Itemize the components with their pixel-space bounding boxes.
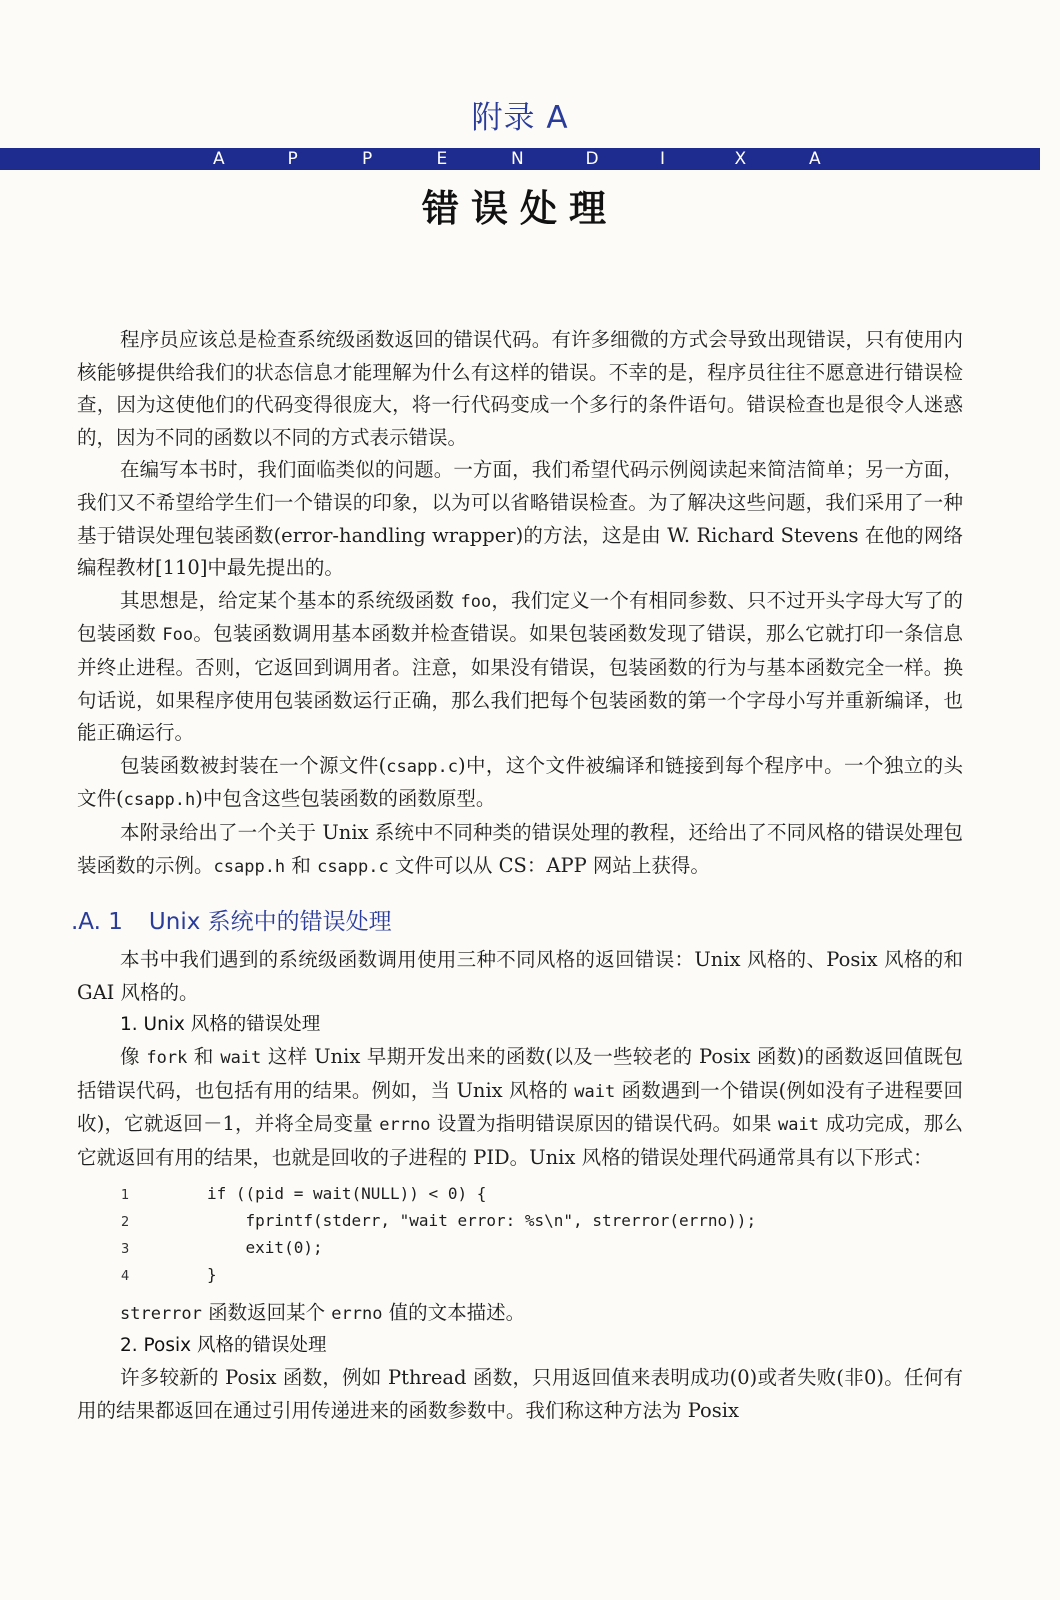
text-run: 其思想是，给定某个基本的系统级函数: [120, 588, 461, 612]
code-term: wait: [574, 1081, 616, 1102]
posix-style-paragraph: 许多较新的 Posix 函数，例如 Pthread 函数，只用返回值来表明成功(0)或者失败(非0)。任何有用的结果都返回在通过引用传递进来的函数参数中。我们称这种方法为 Posix: [77, 1366, 963, 1422]
strerror-paragraph: [77, 1297, 963, 1331]
code-term: csapp.h: [213, 856, 286, 877]
line-number: 4: [121, 1268, 130, 1284]
code-term: errno: [331, 1303, 383, 1324]
intro-paragraph-2: [77, 454, 963, 584]
text-run: 文件可以从 CS：APP 网站上获得。: [388, 853, 710, 877]
section-number: .A. 1: [71, 909, 123, 936]
section-title: Unix 系统中的错误处理: [148, 909, 392, 936]
banner-letter: N: [511, 149, 524, 169]
appendix-banner: [0, 148, 1040, 170]
text-run: 本附录给出了一个关于 Unix 系统中不同种类的错误处理的教程，还给出了不同风格的错误处理包装函数的示例。: [77, 820, 963, 877]
text-run: )中包含这些包装函数的函数原型。: [195, 787, 496, 811]
banner-letter: A: [809, 149, 821, 169]
banner-letter: X: [734, 149, 747, 169]
code-text: fprintf(stderr, "wait error: %s\n", strerror(errno));: [207, 1210, 757, 1230]
code-term: csapp.c: [386, 756, 458, 777]
text-run: 像: [120, 1045, 147, 1069]
text-run: 在编写本书时，我们面临类似的问题。一方面，我们希望代码示例阅读起来简洁简单；另一方面，我们又不希望给学生们一个错误的印象，以为可以省略错误检查。为了解决这些问题，我们采用了一种基于错误处理包装函数(error-handling wrapper)的方法，这是由 W. Richard Stevens 在他的网络编程教材[110]中最先提出的。: [77, 458, 963, 580]
text-run: 。包装函数调用基本函数并检查错误。如果包装函数发现了错误，那么它就打印一条信息并终止进程。否则，它返回到调用者。注意，如果没有错误，包装函数的行为与基本函数完全一样。换句话说，如果程序使用包装函数运行正确，那么我们把每个包装函数的第一个字母小写并重新编译，也能正确运行。: [77, 622, 963, 745]
section-heading: [71, 903, 963, 936]
line-number: 3: [121, 1241, 130, 1257]
text-run: 成功完成，那么它就返回有用的结果，也就是回收的子进程的 PID。Unix 风格的错误处理代码通常具有以下形式：: [77, 1112, 963, 1170]
code-line: [77, 1235, 963, 1262]
text-run: 设置为指明错误原因的错误代码。如果: [430, 1112, 778, 1136]
code-term: Foo: [162, 625, 194, 646]
code-term: csapp.h: [123, 790, 196, 811]
banner-letters: [213, 148, 884, 170]
unix-style-paragraph: [77, 1041, 963, 1174]
banner-letter: P: [362, 149, 373, 169]
banner-letter: I: [660, 149, 666, 169]
code-term: strerror: [120, 1303, 202, 1324]
text-run: 值的文本描述。: [382, 1300, 526, 1324]
text-run: )中，这个文件被编译和链接到每个程序中。一个独立的头文件(: [77, 753, 964, 811]
text-run: 这样 Unix 早期开发出来的函数(以及一些较老的 Posix 函数)的函数返回值既包括错误代码，也包括有用的结果。例如，当 Unix 风格的: [77, 1045, 964, 1102]
text-run: 函数返回某个: [201, 1300, 332, 1324]
text-run: 和: [285, 853, 318, 877]
code-text: if ((pid = wait(NULL)) < 0) {: [207, 1183, 487, 1203]
banner-letter: E: [436, 149, 448, 169]
code-term: csapp.c: [317, 856, 389, 877]
code-listing: [77, 1181, 963, 1289]
text-run: ，我们定义一个有相同参数、只不过开头字母大写了的包装函数: [77, 588, 963, 646]
line-number: 1: [121, 1187, 130, 1203]
banner-letter: A: [213, 149, 225, 169]
code-term: wait: [778, 1115, 819, 1136]
banner-letter: D: [585, 149, 599, 169]
code-line: [77, 1208, 963, 1235]
code-term: foo: [460, 591, 492, 612]
intro-paragraph-3: [77, 585, 963, 750]
line-number: 2: [121, 1214, 130, 1230]
intro-paragraph-4: [77, 750, 963, 817]
code-term: wait: [220, 1048, 262, 1069]
intro-paragraph-5: [77, 817, 963, 883]
code-text: exit(0);: [207, 1237, 323, 1257]
unix-style-heading: 1. Unix 风格的错误处理: [120, 1014, 321, 1036]
text-run: 函数遇到一个错误(例如没有子进程要回收)，它就返回－1，并将全局变量: [77, 1078, 963, 1136]
appendix-label: 附录 A: [471, 100, 569, 136]
posix-style-heading: 2. Posix 风格的错误处理: [120, 1335, 327, 1357]
chapter-title: 错误处理: [422, 187, 618, 230]
intro-paragraph-1: [77, 324, 963, 454]
text-run: 包装函数被封装在一个源文件(: [120, 753, 387, 777]
code-text: }: [207, 1264, 217, 1284]
page-body: [71, 324, 964, 1427]
text-run: 程序员应该总是检查系统级函数返回的错误代码。有许多细微的方式会导致出现错误，只有使用内核能够提供给我们的状态信息才能理解为什么有这样的错误。不幸的是，程序员往往不愿意进行错误检查，因为这使他们的代码变得很庞大，将一行代码变成一个多行的条件语句。错误检查也是很令人迷惑的，因为不同的函数以不同的方式表示错误。: [77, 328, 963, 449]
code-term: errno: [379, 1115, 431, 1136]
section-lead-paragraph: 本书中我们遇到的系统级函数调用使用三种不同风格的返回错误：Unix 风格的、Posix 风格的和 GAI 风格的。: [77, 948, 963, 1004]
code-term: fork: [146, 1048, 188, 1069]
banner-letter: P: [287, 149, 298, 169]
code-line: [77, 1262, 963, 1289]
code-line: [77, 1181, 963, 1208]
text-run: 和: [187, 1045, 221, 1069]
